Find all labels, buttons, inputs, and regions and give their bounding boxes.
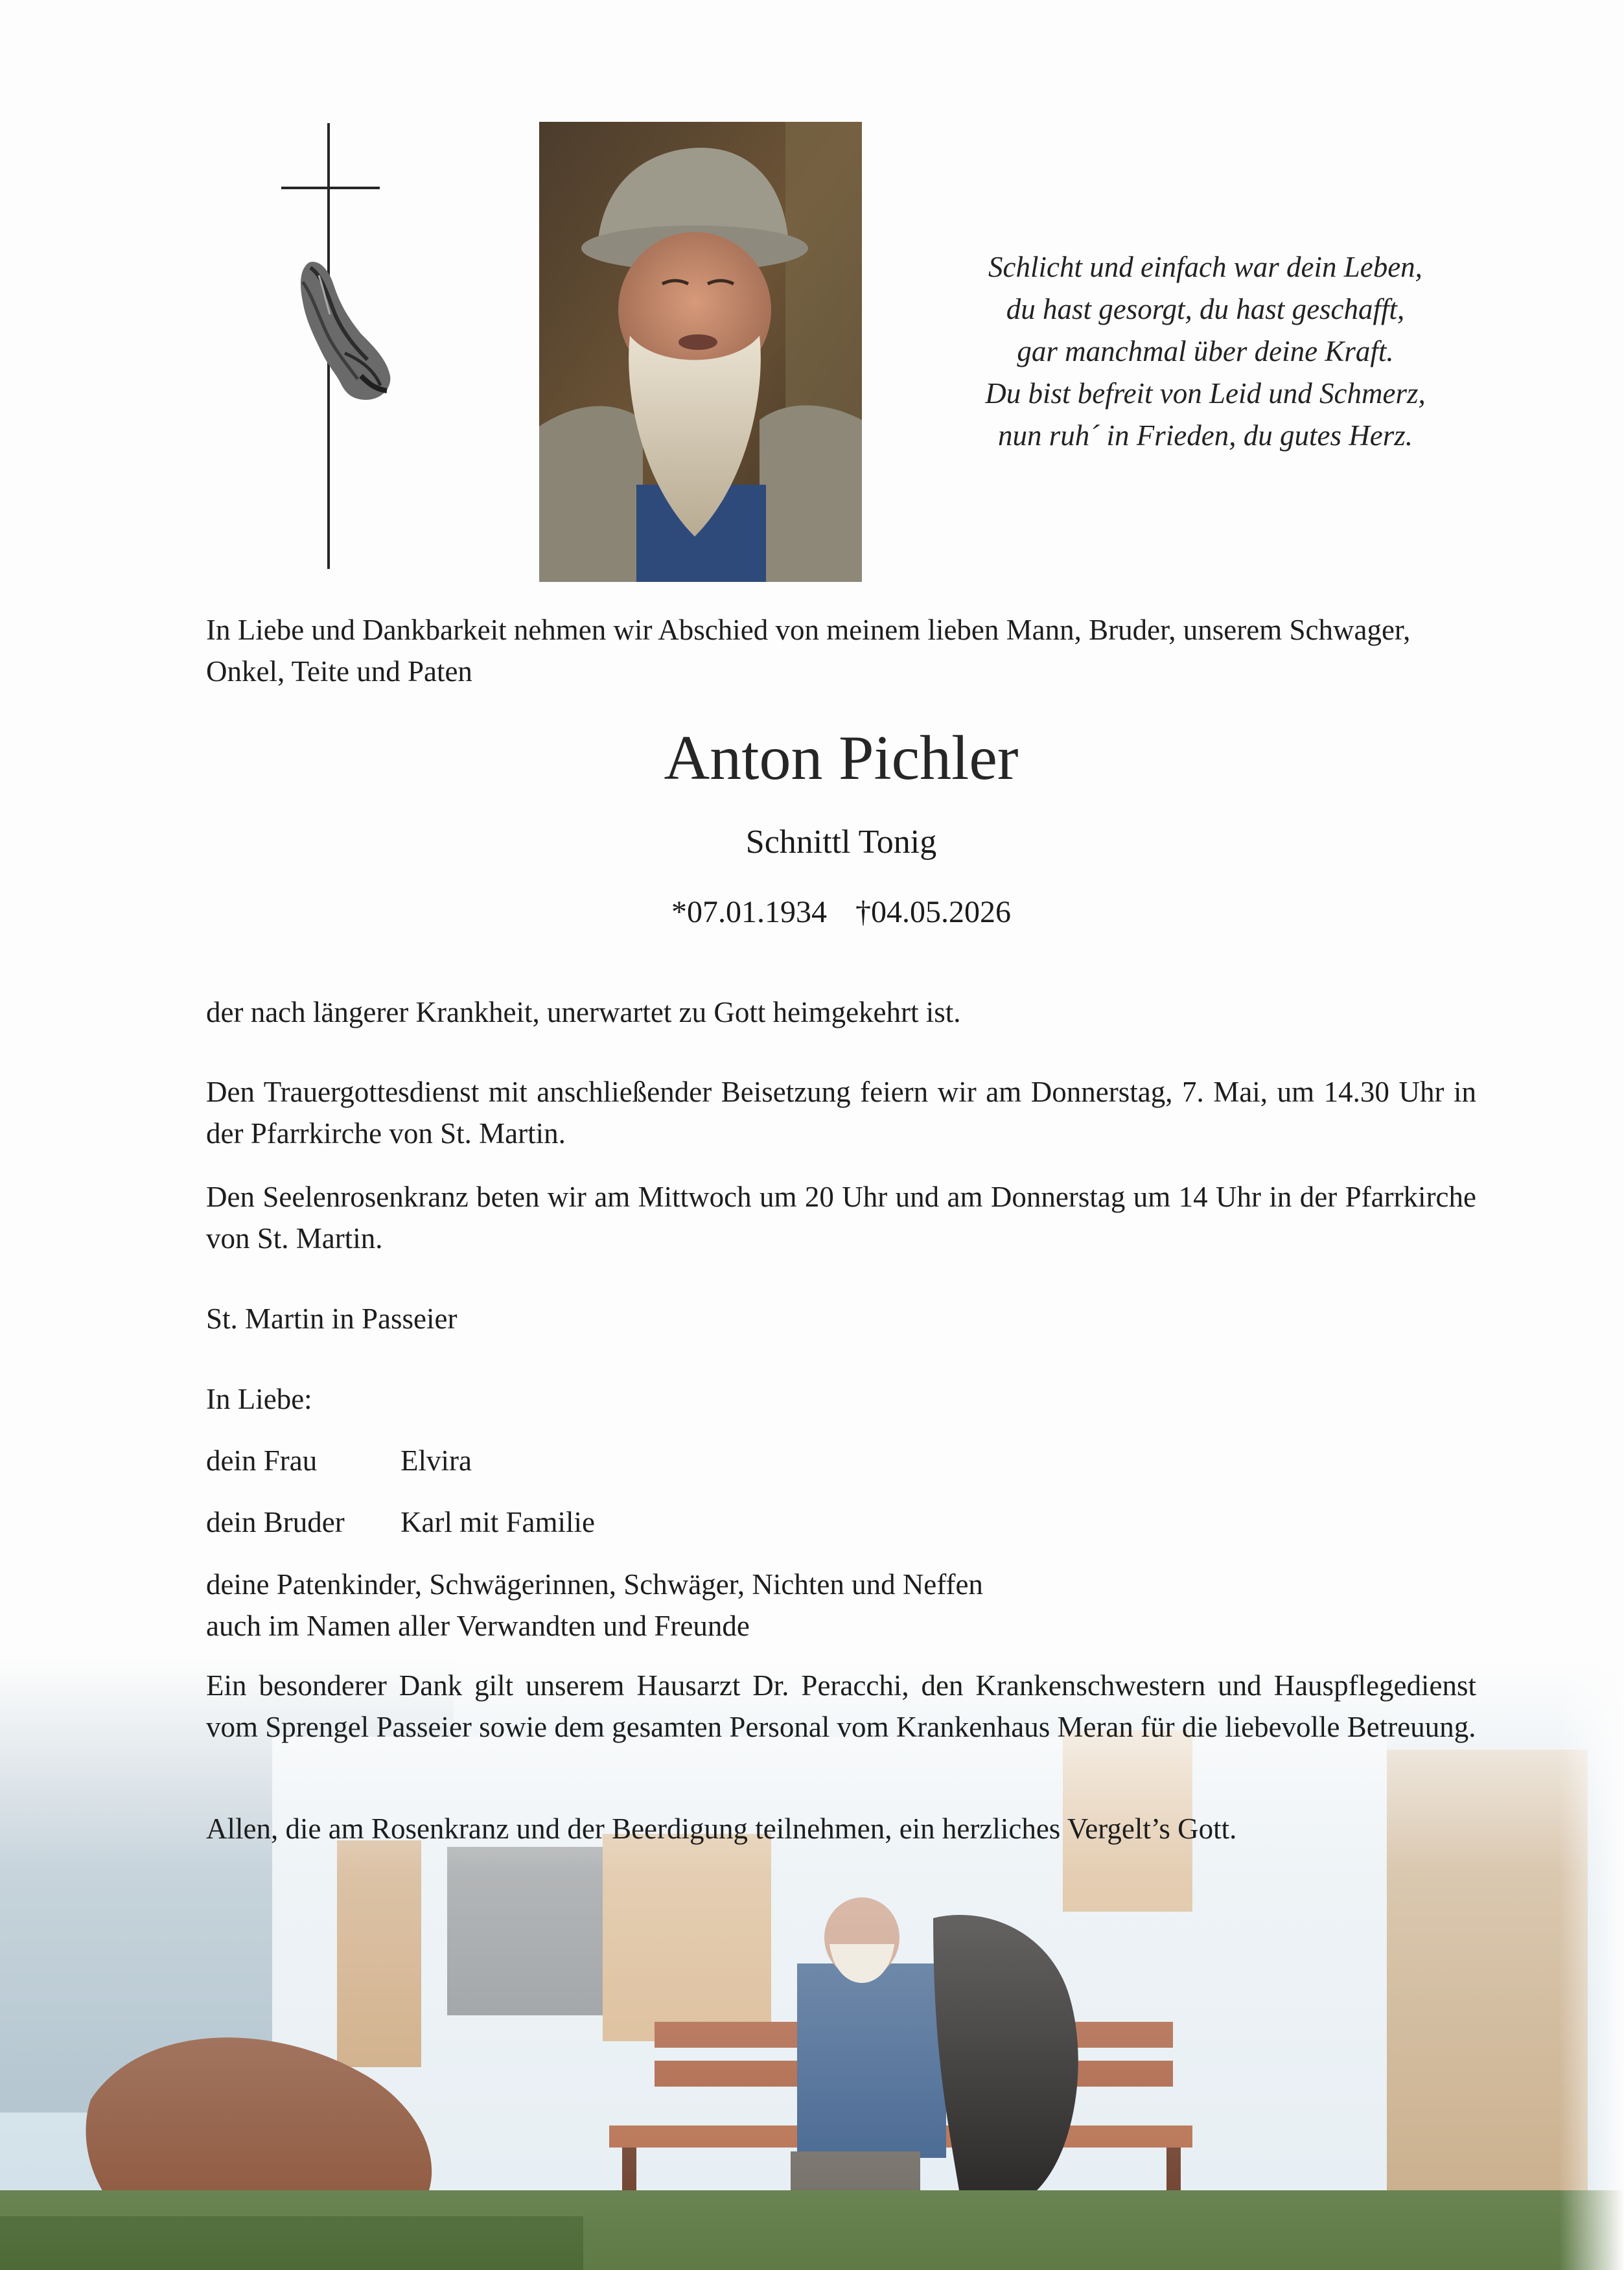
deceased-nickname: Schnittl Tonig bbox=[745, 824, 937, 861]
deceased-name: Anton Pichler bbox=[664, 723, 1019, 793]
memorial-poem bbox=[881, 246, 1529, 457]
cross-horizontal-bar bbox=[281, 187, 380, 189]
poem-line: gar manchmal über deine Kraft. bbox=[1017, 335, 1394, 367]
relative-label: dein Frau bbox=[206, 1444, 318, 1477]
relative-label: dein Bruder bbox=[206, 1506, 345, 1538]
praying-hands-icon bbox=[283, 256, 393, 405]
poem-line: Du bist befreit von Leid und Schmerz, bbox=[985, 377, 1426, 410]
poem-line: Schlicht und einfach war dein Leben, bbox=[988, 251, 1422, 283]
in-love-heading: In Liebe: bbox=[206, 1383, 312, 1415]
relative-name: Elvira bbox=[400, 1444, 472, 1477]
bottom-scene-photo bbox=[0, 1659, 1624, 2270]
closing-thanks: Allen, die am Rosenkranz und der Beerdigung teilnehmen, ein herzliches Vergelt’s Gott. bbox=[206, 1813, 1237, 1845]
death-date: †04.05.2026 bbox=[855, 895, 1011, 929]
mourners-line: auch im Namen aller Verwandten und Freunde bbox=[206, 1610, 750, 1642]
place-name: St. Martin in Passeier bbox=[206, 1303, 458, 1335]
poem-line: nun ruh´ in Frieden, du gutes Herz. bbox=[998, 419, 1413, 452]
life-dates bbox=[206, 891, 1476, 934]
rosary-info: Den Seelenrosenkranz beten wir am Mittwoch um 20 Uhr und am Donnerstag um 14 Uhr in der Pfarrkirche von St. Martin. bbox=[206, 1181, 1476, 1255]
other-mourners bbox=[206, 1564, 1476, 1647]
thanks-text: Ein besonderer Dank gilt unserem Hausarzt Dr. Peracchi, den Krankenschwestern und Hauspflegedienst vom Sprengel Passeier sowie dem gesamten Personal vom Krankenhaus Meran für die liebevolle Betreuung. bbox=[206, 1669, 1476, 1743]
mourners-line: deine Patenkinder, Schwägerinnen, Schwäger, Nichten und Neffen bbox=[206, 1568, 983, 1601]
birth-date: *07.01.1934 bbox=[671, 895, 827, 929]
passing-notice: der nach längerer Krankheit, unerwartet zu Gott heimgekehrt ist. bbox=[206, 996, 961, 1028]
funeral-info: Den Trauergottesdienst mit anschließender Beisetzung feiern wir am Donnerstag, 7. Mai, um 14.30 Uhr in der Pfarrkirche von St. Martin. bbox=[206, 1076, 1476, 1150]
portrait-photo bbox=[539, 122, 862, 582]
intro-text: In Liebe und Dankbarkeit nehmen wir Abschied von meinem lieben Mann, Bruder, unserem Schwager, Onkel, Teite und Paten bbox=[206, 614, 1411, 688]
relative-name: Karl mit Familie bbox=[400, 1506, 595, 1538]
poem-line: du hast gesorgt, du hast geschafft, bbox=[1006, 293, 1405, 325]
